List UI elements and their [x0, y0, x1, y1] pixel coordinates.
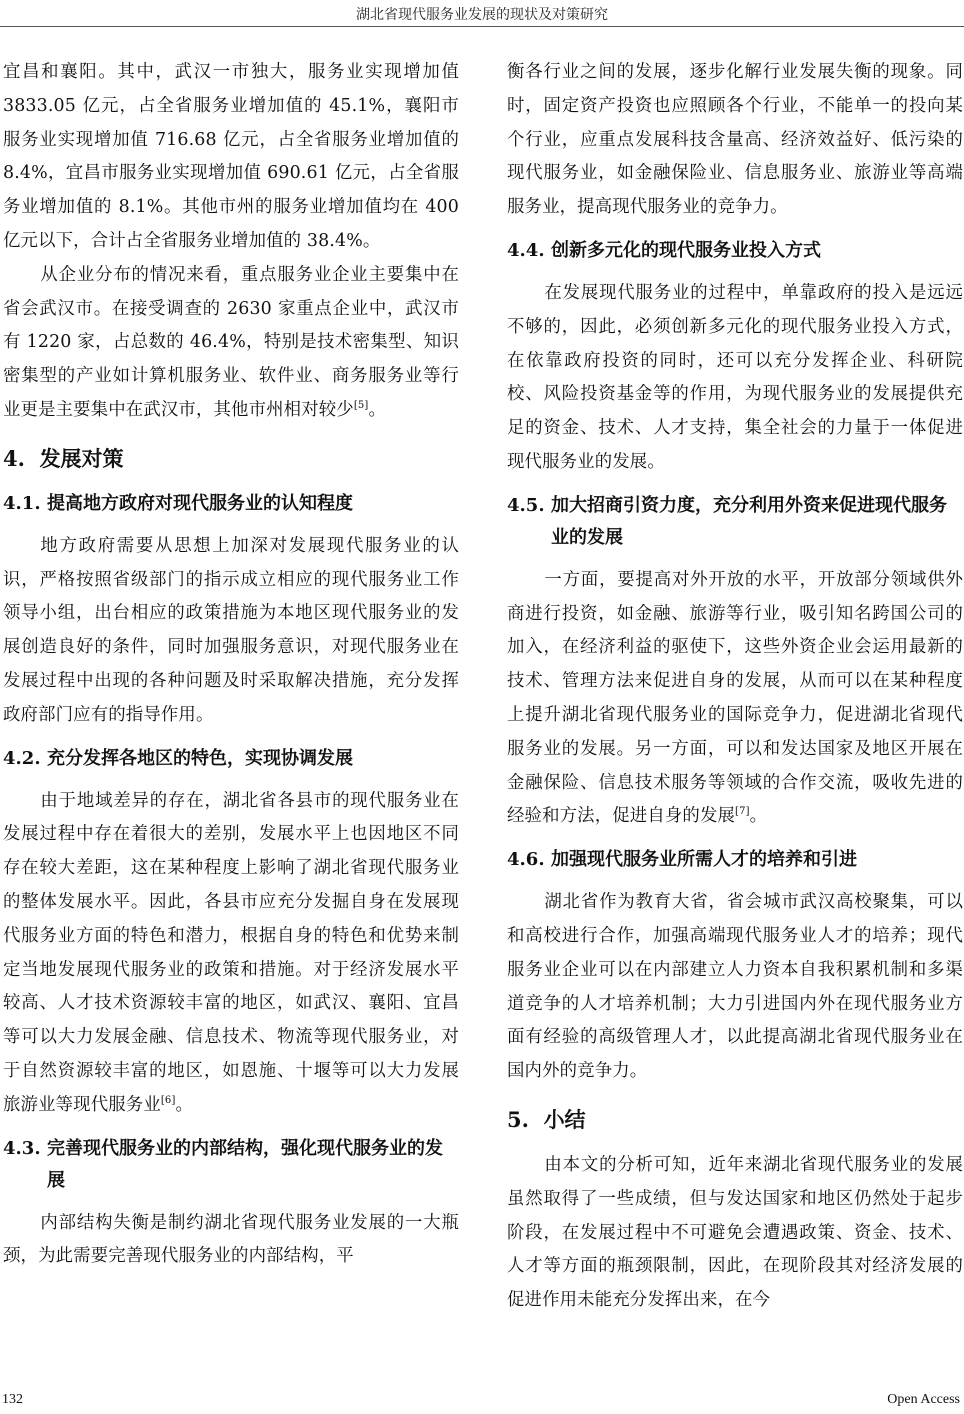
section-number: 4.6. [507, 849, 545, 871]
subsection-heading-4-1 [3, 488, 459, 520]
citation-ref[interactable]: [5] [353, 400, 369, 412]
paragraph: 内部结构失衡是制约湖北省现代服务业发展的一大瓶颈，为此需要完善现代服务业的内部结构，平 [3, 1212, 459, 1267]
paragraph-end: 。 [368, 399, 386, 420]
running-header: 湖北省现代服务业发展的现状及对策研究 [356, 7, 608, 23]
subsection-heading-4-3 [3, 1133, 459, 1197]
paragraph: 由本文的分析可知，近年来湖北省现代服务业的发展虽然取得了一些成绩，但与发达国家和地区仍然处于起步阶段，在发展过程中不可避免会遭遇政策、资金、技术、人才等方面的瓶颈限制，因此，在现阶段其对经济发展的促进作用未能充分发挥出来，在今 [507, 1154, 963, 1311]
section-title: 充分发挥各地区的特色，实现协调发展 [47, 747, 353, 769]
section-title: 加大招商引资力度，充分利用外资来促进现代服务业的发展 [551, 494, 947, 548]
section-title: 加强现代服务业所需人才的培养和引进 [551, 849, 857, 871]
paragraph: 在发展现代服务业的过程中，单靠政府的投入是远远不够的，因此，必须创新多元化的现代服务业投入方式，在依靠政府投资的同时，还可以充分发挥企业、科研院校、风险投资基金等的作用，为现代服务业的发展提供充足的资金、技术、人才支持，集全社会的力量于一体促进现代服务业的发展。 [507, 282, 963, 472]
section-title: 完善现代服务业的内部结构，强化现代服务业的发展 [47, 1137, 443, 1191]
section-number: 4.2. [3, 747, 41, 769]
subsection-heading-4-4 [507, 235, 963, 267]
paragraph: 衡各行业之间的发展，逐步化解行业发展失衡的现象。同时，固定资产投资也应照顾各个行业，不能单一的投向某个行业，应重点发展科技含量高、经济效益好、低污染的现代服务业，如金融保险业、信息服务业、旅游业等高端服务业，提高现代服务业的竞争力。 [507, 62, 963, 218]
paragraph: 宜昌和襄阳。其中，武汉一市独大，服务业实现增加值 3833.05 亿元，占全省服务业增加值的 45.1%，襄阳市服务业实现增加值 716.68 亿元，占全省服务业增加值的 8.4%，宜昌市服务业实现增加值 690.61 亿元，占全省服务业增加值的 8.1%。其他市州的服务业增加值均在 400 亿元以下，合计占全省服务业增加值的 38.4%。 [3, 62, 459, 251]
section-heading-5 [507, 1105, 963, 1135]
section-number: 4.1. [3, 492, 41, 514]
journal-label: Open Access [887, 1392, 960, 1407]
section-title: 创新多元化的现代服务业投入方式 [551, 239, 821, 261]
section-number: 5. [507, 1106, 529, 1132]
section-title: 小结 [543, 1107, 586, 1132]
citation-ref[interactable]: [6] [160, 1094, 176, 1106]
section-number: 4.5. [507, 494, 545, 516]
paragraph [3, 259, 459, 428]
paragraph: 地方政府需要从思想上加深对发展现代服务业的认识，严格按照省级部门的指示成立相应的现代服务业工作领导小组，出台相应的政策措施为本地区现代服务业的发展创造良好的条件，同时加强服务意识，对现代服务业在发展过程中出现的各种问题及时采取解决措施，充分发挥政府部门应有的指导作用。 [3, 535, 459, 725]
citation-ref[interactable]: [7] [735, 806, 750, 818]
section-number: 4.3. [3, 1137, 41, 1159]
header-rule [0, 26, 964, 27]
paragraph-text: 由于地域差异的存在，湖北省各县市的现代服务业在发展过程中存在着很大的差别，发展水平上也因地区不同存在较大差距，这在某种程度上影响了湖北省现代服务业的整体发展水平。因此，各县市应充分发掘自身在发展现代服务业方面的特色和潜力，根据自身的特色和优势来制定当地发展现代服务业的政策和措施。对于经济发展水平较高、人才技术资源较丰富的地区，如武汉、襄阳、宜昌等可以大力发展金融、信息技术、物流等现代服务业，对于自然资源较丰富的地区，如恩施、十堰等可以大力发展旅游业等现代服务业 [3, 790, 459, 1115]
subsection-heading-4-6 [507, 844, 963, 876]
paragraph-text: 一方面，要提高对外开放的水平，开放部分领域供外商进行投资，如金融、旅游等行业，吸引知名跨国公司的加入，在经济利益的驱使下，这些外资企业会运用最新的技术、管理方法来促进自身的发展，从而可以在某种程度上提升湖北省现代服务业的国际竞争力，促进湖北省现代服务业的发展。另一方面，可以和发达国家及地区开展在金融保险、信息技术服务等领域的合作交流，吸收先进的经验和方法，促进自身的发展 [507, 569, 963, 827]
page-number: 132 [2, 1392, 23, 1407]
paragraph [3, 785, 459, 1123]
section-title: 提高地方政府对现代服务业的认知程度 [47, 492, 353, 514]
right-column [507, 56, 963, 1376]
paragraph-text: 从企业分布的情况来看，重点服务业企业主要集中在省会武汉市。在接受调查的 2630 家重点企业中，武汉市有 1220 家，占总数的 46.4%，特别是技术密集型、知识密集型的产业如计算机服务业、软件业、商务服务业等行业更是主要集中在武汉市，其他市州相对较少 [3, 264, 459, 420]
section-number: 4. [3, 445, 25, 471]
subsection-heading-4-5 [507, 490, 963, 554]
section-title: 发展对策 [39, 446, 124, 471]
subsection-heading-4-2 [3, 743, 459, 775]
paragraph: 湖北省作为教育大省，省会城市武汉高校聚集，可以和高校进行合作，加强高端现代服务业人才的培养；现代服务业企业可以在内部建立人力资本自我积累机制和多渠道竞争的人才培养机制；大力引进国内外在现代服务业方面有经验的高级管理人才，以此提高湖北省现代服务业在国内外的竞争力。 [507, 892, 963, 1082]
left-column [3, 56, 459, 1376]
paragraph-end: 。 [175, 1094, 194, 1115]
section-heading-4 [3, 444, 459, 474]
paragraph [507, 564, 963, 834]
section-number: 4.4. [507, 239, 545, 261]
paragraph-end: 。 [749, 806, 768, 827]
